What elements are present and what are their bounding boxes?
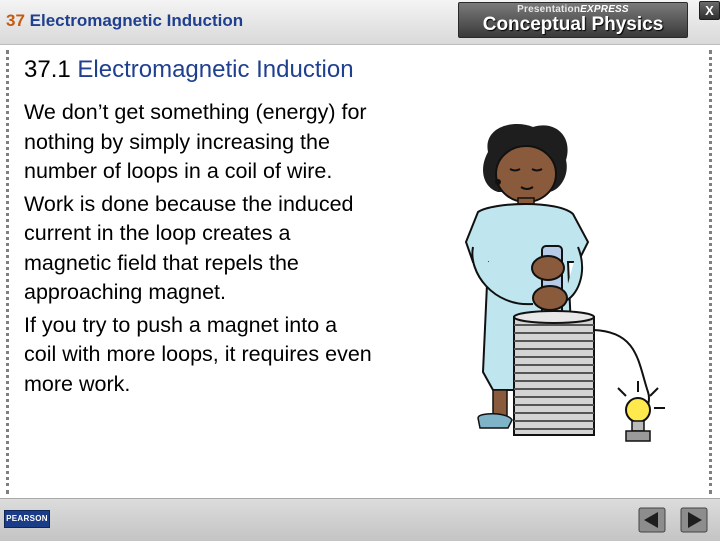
header-bar <box>0 0 720 45</box>
face-shape <box>496 146 556 202</box>
bullet-text: We don’t get something (energy) for nothing by simply increasing the number of loops in a coil of wire. <box>24 100 367 183</box>
right-dotted-border <box>709 50 712 494</box>
triangle-left-icon[interactable] <box>638 507 666 533</box>
pearson-logo: PEARSON <box>4 510 50 528</box>
wire-coil <box>514 311 594 435</box>
slide-body <box>24 98 374 402</box>
bullet-text: If you try to push a magnet into a coil with more loops, it requires even more work. <box>24 312 372 396</box>
brand-title: Conceptual Physics <box>482 14 664 35</box>
close-button[interactable]: X <box>699 1 720 20</box>
footer-bar <box>0 498 720 541</box>
section-name: Electromagnetic Induction <box>77 56 354 83</box>
brand-tagline: PresentationEXPRESS <box>517 4 629 15</box>
illustration-woman-pushing-magnet-into-coil <box>438 122 678 452</box>
hand-shape <box>533 286 567 310</box>
sandal-shape <box>478 414 512 428</box>
section-number: 37.1 <box>24 56 71 83</box>
chapter-number: 37 <box>6 11 25 30</box>
light-bulb-icon <box>618 381 665 441</box>
hand-shape <box>532 256 564 280</box>
chapter-title <box>6 11 243 31</box>
presentation-express-logo <box>458 2 688 38</box>
chapter-name: Electromagnetic Induction <box>29 11 244 30</box>
bullet-text: Work is done because the induced current in the loop creates a magnetic field that repels the approaching magnet. <box>24 191 354 304</box>
slide-title <box>24 56 354 84</box>
left-dotted-border <box>6 50 9 494</box>
triangle-right-icon[interactable] <box>680 507 708 533</box>
